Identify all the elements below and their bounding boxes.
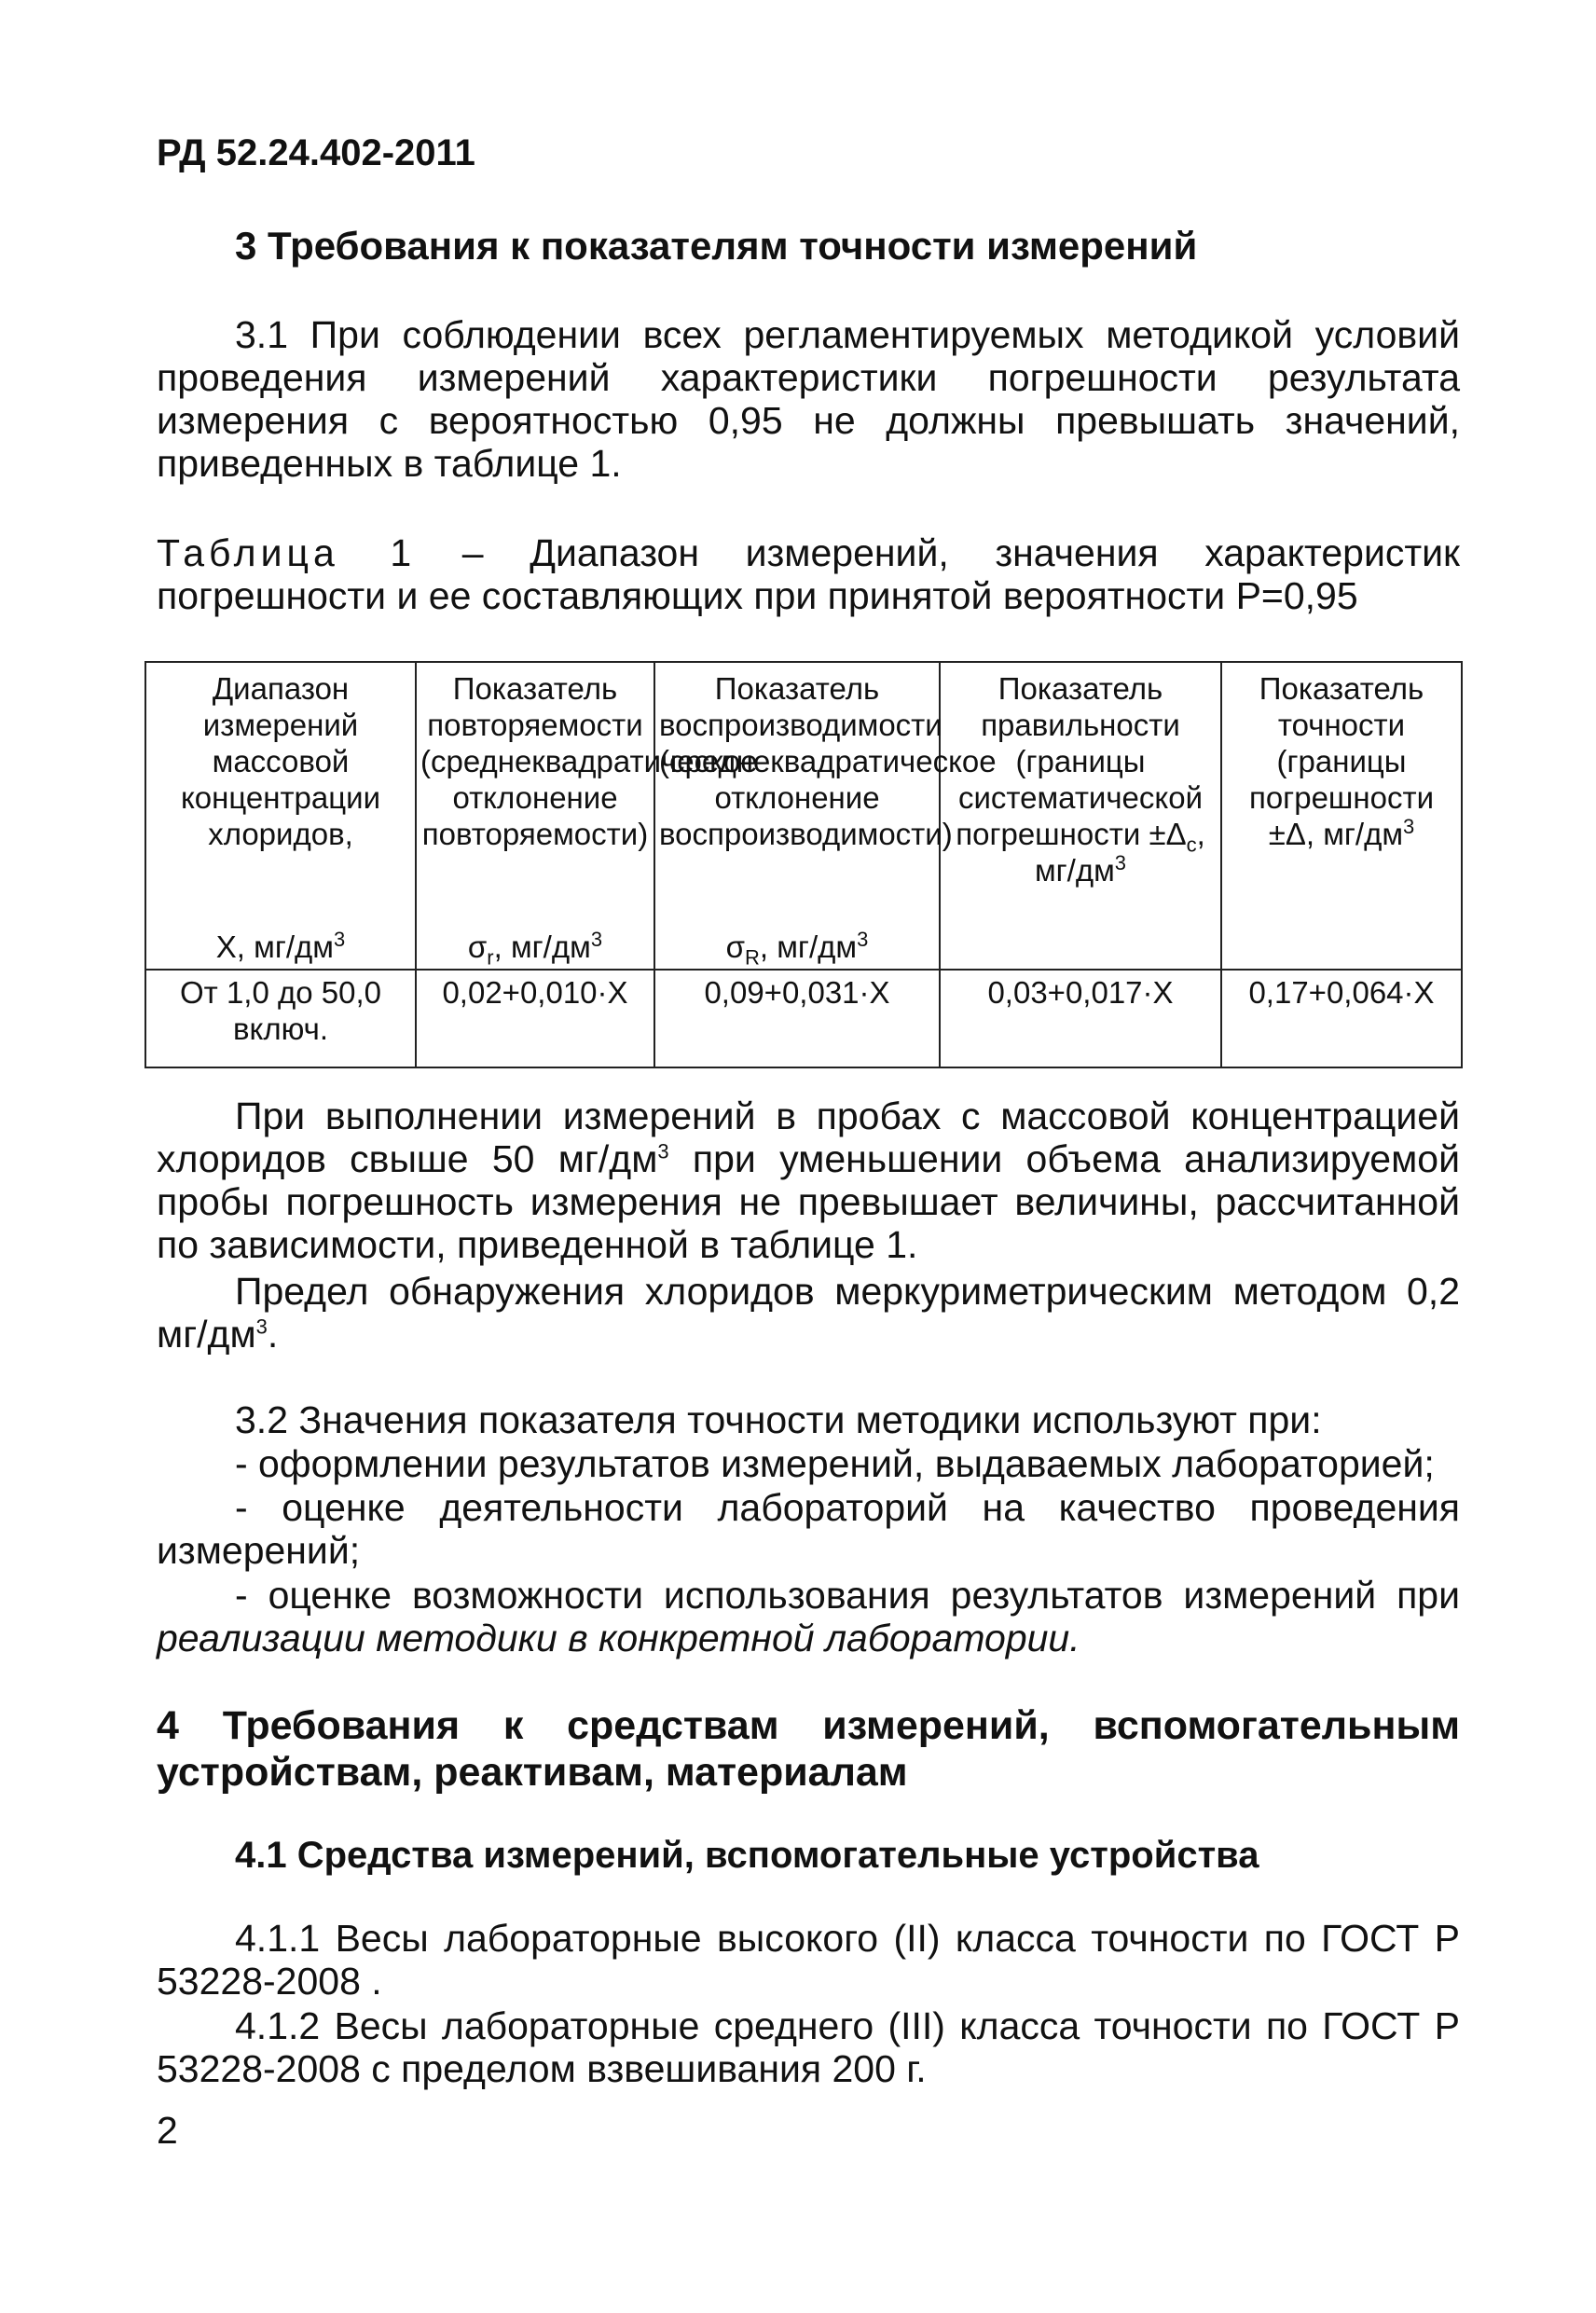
unit-text: , мг/дм bbox=[759, 929, 858, 964]
text-part: - оценке возможности использования результатов измерений при bbox=[235, 1574, 1460, 1617]
paragraph-4-1-2: 4.1.2 Весы лабораторные среднего (III) класса точности по ГОСТ Р 53228-2008 с пределом взвешивания 200 г. bbox=[157, 2004, 1460, 2090]
table-caption-label: Таблица 1 bbox=[157, 531, 417, 574]
page-number: 2 bbox=[157, 2109, 178, 2152]
text-part: Предел обнаружения хлоридов меркуриметрическим методом 0,2 мг/дм bbox=[157, 1270, 1460, 1356]
unit-text: X, мг/дм bbox=[215, 929, 334, 964]
section-4-title: 4 Требования к средствам измерений, вспомогательным устройствам, реактивам, материалам bbox=[157, 1703, 1460, 1795]
paragraph-3-1: 3.1 При соблюдении всех регламентируемых методикой условий проведения измерений характеристики погрешности результата измерения с вероятностью 0,95 не должны превышать значений, приведенных в таблице 1. bbox=[157, 313, 1460, 485]
table-cell: 0,09+0,031·X bbox=[654, 970, 940, 1067]
table-cell: 0,03+0,017·X bbox=[940, 970, 1221, 1067]
subsection-4-1-title: 4.1 Средства измерений, вспомогательные устройства bbox=[235, 1835, 1259, 1876]
header-repeatability-unit bbox=[420, 928, 650, 970]
text-part: при уменьшении объема анализируемой пробы погрешность измерения не превышает величины, рассчитанной по зависимости, приведенной в таблице 1. bbox=[157, 1137, 1460, 1266]
unit-sub: r bbox=[487, 945, 494, 970]
list-item: - оформлении результатов измерений, выдаваемых лабораторией; bbox=[235, 1442, 1435, 1485]
unit-symbol: σ bbox=[725, 929, 746, 964]
header-accuracy-text bbox=[1226, 670, 1457, 852]
table-caption bbox=[157, 531, 1460, 617]
table-1 bbox=[144, 661, 1463, 1068]
table-header-cell bbox=[1221, 662, 1462, 970]
list-item bbox=[157, 1574, 1460, 1659]
paragraph-4-1-1: 4.1.1 Весы лабораторные высокого (II) класса точности по ГОСТ Р 53228-2008 . bbox=[157, 1917, 1460, 2003]
table-header-cell bbox=[654, 662, 997, 970]
table-header-cell bbox=[145, 662, 416, 970]
table-header-cell bbox=[416, 662, 758, 970]
header-tail: , мг/дм bbox=[1034, 817, 1205, 888]
header-text: Показатель точности (границы погрешности ±Δ, мг/дм bbox=[1248, 671, 1435, 851]
header-correctness-text bbox=[944, 670, 1217, 888]
header-range-text: Диапазон измерений массовой концентрации хлоридов, bbox=[180, 671, 381, 851]
list-item: - оценке деятельности лабораторий на качество проведения измерений; bbox=[157, 1486, 1460, 1572]
header-range-unit bbox=[150, 929, 411, 965]
paragraph-detection-limit bbox=[157, 1270, 1460, 1356]
header-repeatability-text: Показатель повторяемости (среднеквадратическое отклонение повторяемости) bbox=[420, 671, 758, 851]
unit-sub: R bbox=[745, 945, 760, 970]
table-cell: 0,17+0,064·X bbox=[1221, 970, 1462, 1067]
header-text: Показатель правильности (границы систематической погрешности ±Δ bbox=[956, 671, 1204, 851]
text-sup: 3 bbox=[657, 1139, 669, 1163]
paragraph-after-table-1 bbox=[157, 1095, 1460, 1266]
unit-sup: 3 bbox=[333, 928, 346, 951]
header-sup: 3 bbox=[1114, 851, 1127, 874]
table-caption-text: – Диапазон измерений, значения характеристик погрешности и ее составляющих при принятой вероятности P=0,95 bbox=[157, 531, 1460, 617]
unit-sup: 3 bbox=[590, 928, 603, 951]
text-part: . bbox=[267, 1313, 279, 1356]
unit-sup: 3 bbox=[857, 928, 869, 951]
unit-text: , мг/дм bbox=[493, 929, 591, 964]
table-header-row bbox=[145, 662, 1462, 970]
section-3-title: 3 Требования к показателям точности измерений bbox=[235, 224, 1198, 268]
unit-symbol: σ bbox=[467, 929, 488, 964]
table-cell: 0,02+0,010·X bbox=[416, 970, 654, 1067]
paragraph-3-2-intro: 3.2 Значения показателя точности методики используют при: bbox=[235, 1398, 1322, 1441]
header-reproducibility-text: Показатель воспроизводимости (среднеквадратическое отклонение воспроизводимости) bbox=[659, 671, 997, 851]
italic-text: реализации методики в конкретной лаборатории. bbox=[157, 1617, 1080, 1659]
table-header-cell bbox=[940, 662, 1221, 970]
header-reproducibility-unit bbox=[659, 928, 935, 970]
table-row bbox=[145, 970, 1462, 1067]
text-part: При выполнении измерений в пробах с массовой концентрацией хлоридов свыше 50 мг/дм bbox=[157, 1095, 1460, 1180]
document-code: РД 52.24.402-2011 bbox=[157, 132, 475, 173]
header-sub: c bbox=[1186, 833, 1197, 857]
header-sup: 3 bbox=[1403, 815, 1415, 838]
text-sup: 3 bbox=[255, 1315, 268, 1339]
table-cell: От 1,0 до 50,0 включ. bbox=[145, 970, 416, 1067]
